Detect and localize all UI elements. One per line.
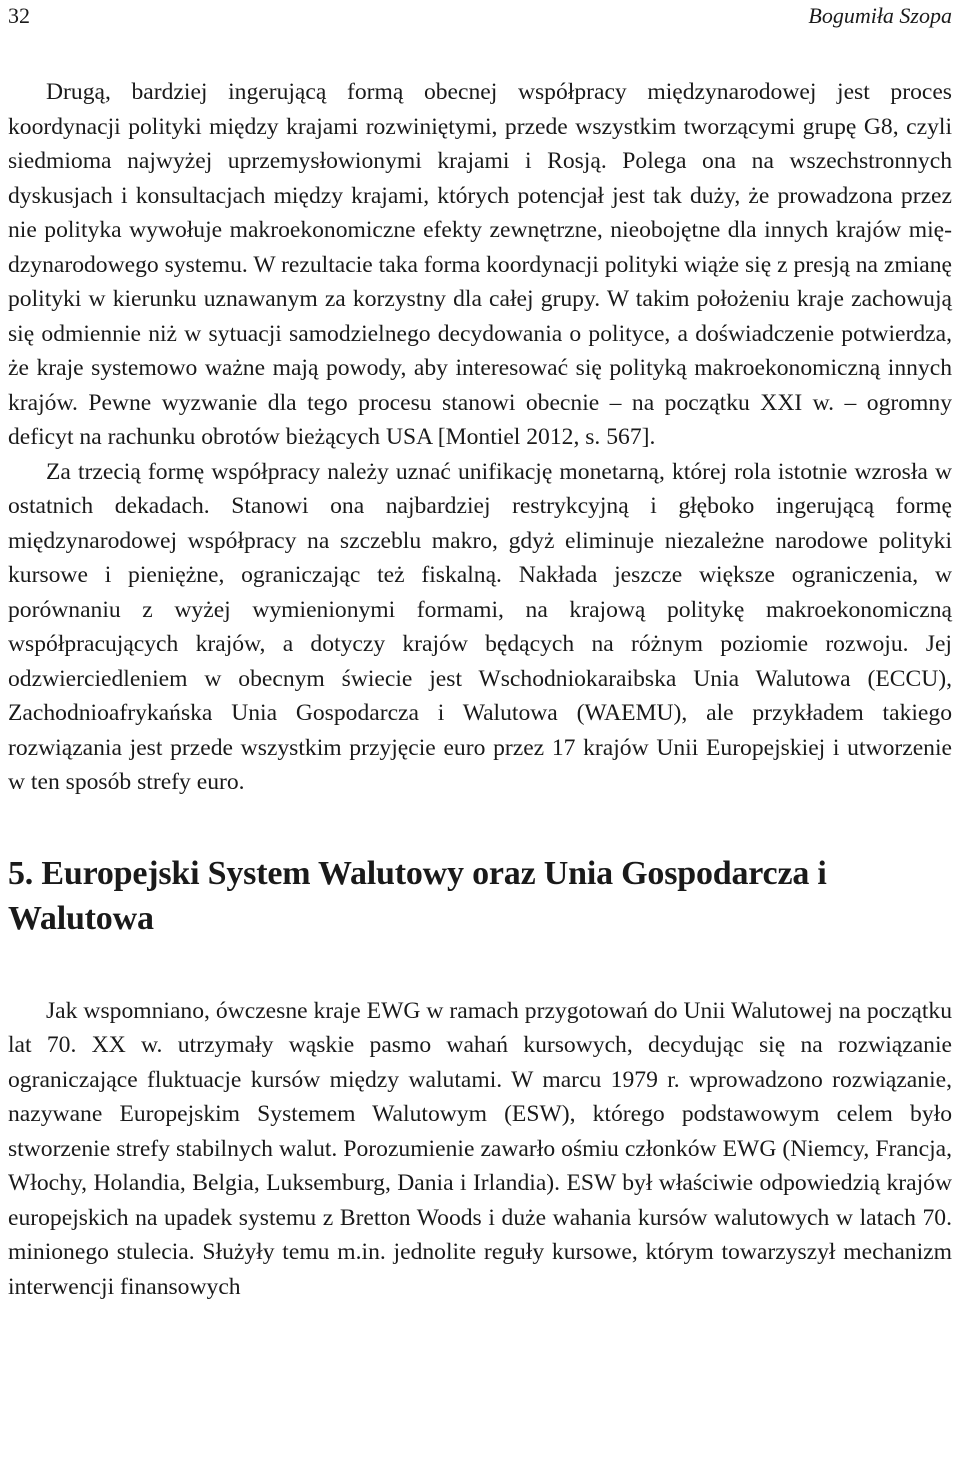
paragraph: Za trzecią formę współpracy należy uznać unifikację monetarną, której rola istotnie wzrosła w ostatnich dekadach. Stanowi ona najbardziej restrykcyjną i głęboko ingerującą formę międzynarodowej współpracy na szczeblu makro, gdyż eliminuje niezależne narodowe polityki kursowe i pieniężne, ograniczając też fiskalną. Nakłada jeszcze większe ograniczenia, w porównaniu z wyżej wymienionymi formami, na krajową politykę makroekonomiczną współpracujących krajów, a dotyczy krajów będących na różnym poziomie rozwoju. Jej odzwierciedleniem w obecnym świecie jest Wschodniokaraibska Unia Walutowa (ECCU), Zachodnioafrykańska Unia Gospodarcza i Walutowa (WAEMU), ale przykładem takiego rozwiązania jest przede wszystkim przyjęcie euro przez 17 krajów Unii Europejskiej i utworzenie w ten sposób strefy euro. xyxy=(8,458,952,795)
paragraph: Jak wspomniano, ówczesne kraje EWG w ramach przygotowań do Unii Walutowej na początku lat 70. XX w. utrzymały wąskie pasmo wahań kursowych, decydując się na rozwiązanie ograniczające fluktuacje kursów między walutami. W marcu 1979 r. wprowadzono rozwiązanie, nazywane Europejskim Systemem Walutowym (ESW), którego podstawowym celem było stworzenie strefy stabilnych walut. Porozumienie zawarło ośmiu członków EWG (Niemcy, Francja, Włochy, Holandia, Belgia, Luksemburg, Dania i Irlandia). ESW był właściwie odpowiedzią krajów europejskich na upadek systemu z Bretton Woods i duże wahania kursów walutowych w latach 70. minionego stulecia. Służyły temu m.in. jednolite reguły kursowe, którym towarzyszył mechanizm interwencji finansowych xyxy=(8,997,952,1300)
paragraph: Drugą, bardziej ingerującą formą obecnej współpracy międzynarodowej jest proces koordynacji polityki między krajami rozwiniętymi, przede wszystkim tworzącymi grupę G8, czyli siedmioma najwyżej uprzemysłowionymi krajami i Rosją. Polega ona na wszechstronnych dyskusjach i konsultacjach między krajami, których potencjał jest tak duży, że prowadzona przez nie polityka wywołuje makroekonomiczne efekty zewnętrzne, nieobojętne dla innych krajów międzynarodowego systemu. W rezultacie taka forma koordynacji polityki wiąże się z presją na zmianę polityki w kierunku uznawanym za korzystny dla całej grupy. W takim położeniu kraje zachowują się odmiennie niż w sytuacji samodzielnego decydowania o polityce, a doświadczenie potwierdza, że kraje systemowo ważne mają powody, aby interesować się polityką makroekonomiczną innych krajów. Pewne wyzwanie dla tego procesu stanowi obecnie – na początku XXI w. – ogromny deficyt na rachunku obrotów bieżących USA [Montiel 2012, s. 567]. xyxy=(8,79,952,450)
section-text xyxy=(8,994,952,1305)
main-text xyxy=(8,75,952,800)
document-page xyxy=(8,0,952,1460)
page-header xyxy=(8,0,952,34)
running-head-author: Bogumiła Szopa xyxy=(808,3,952,28)
section-heading: 5. Europejski System Walutowy oraz Unia Gospodarcza i Walutowa xyxy=(8,854,827,937)
page-number: 32 xyxy=(8,3,30,28)
